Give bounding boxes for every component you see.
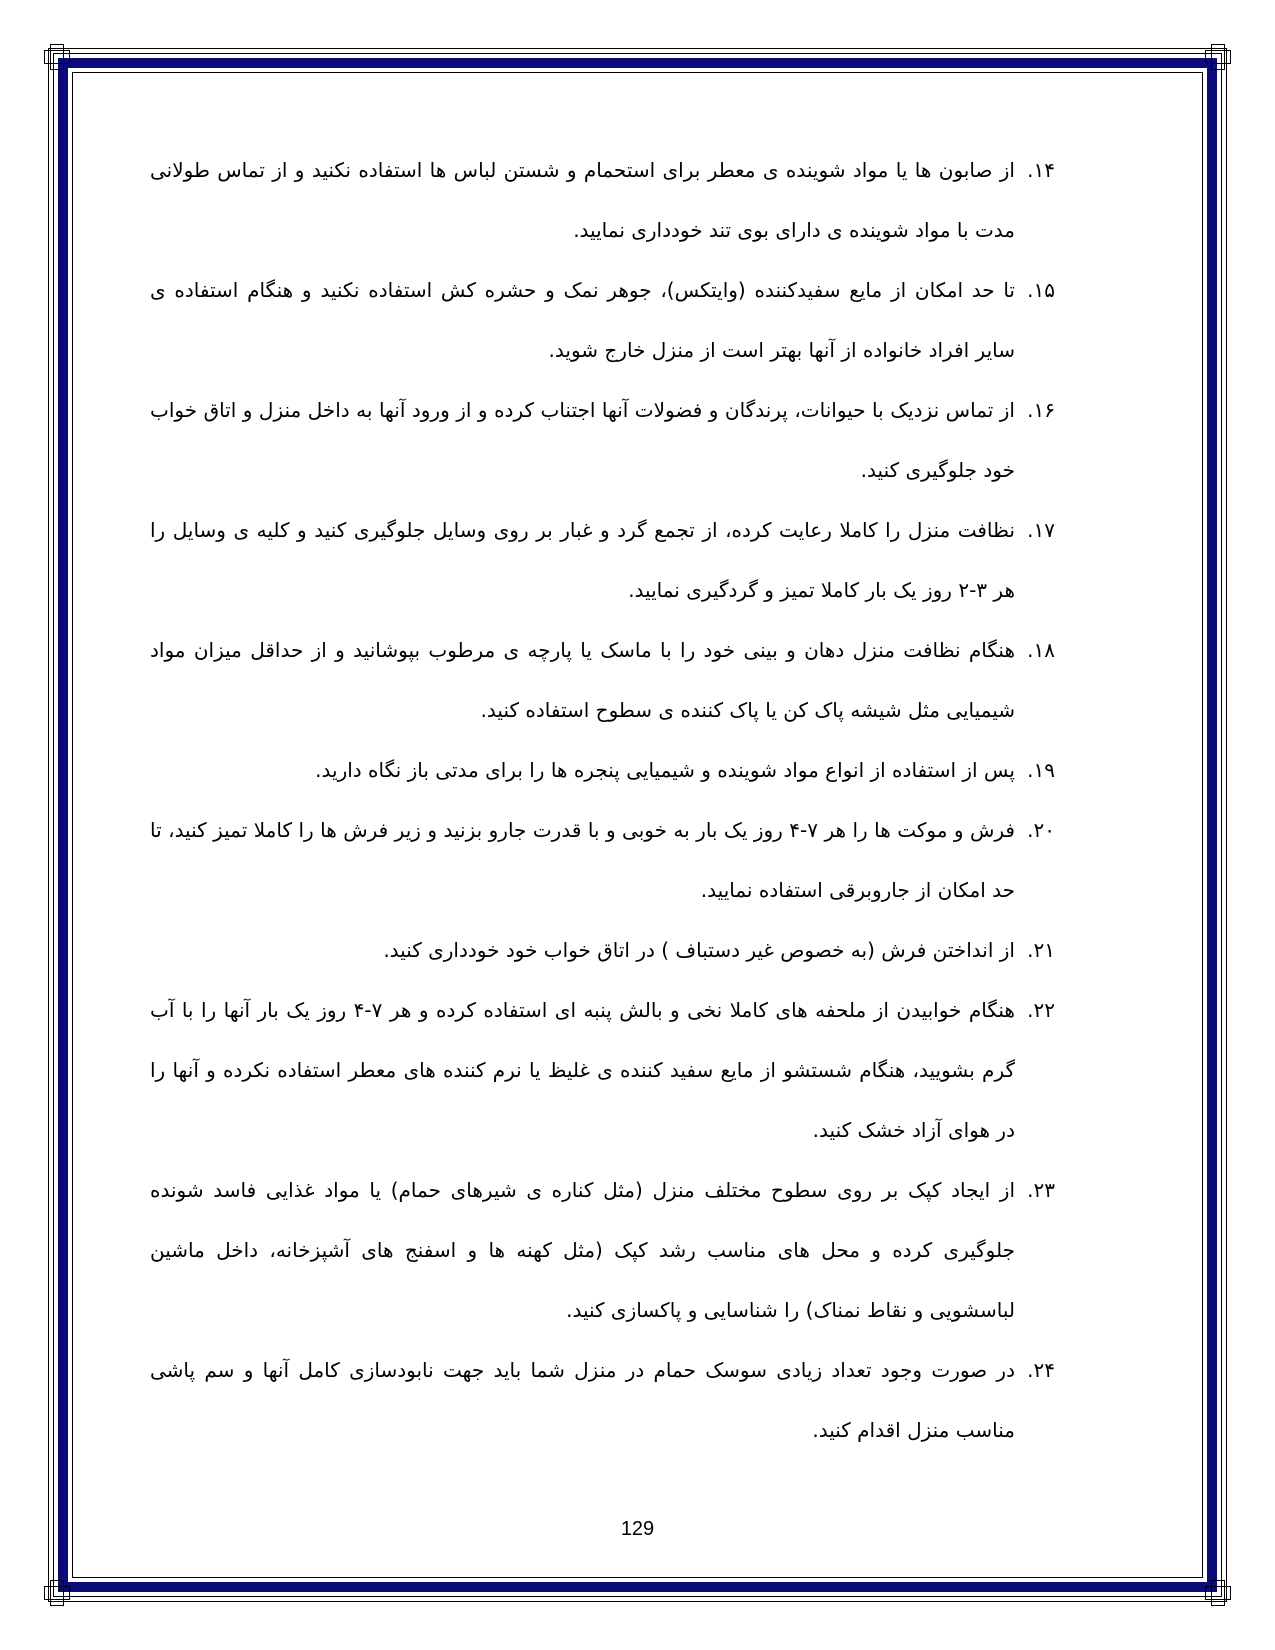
list-item-number: ۱۵.	[1027, 278, 1055, 302]
page-number: 129	[620, 1518, 655, 1540]
list-item-text: پس از استفاده از انواع مواد شوینده و شیمیایی پنجره ها را برای مدتی باز نگاه دارید.	[315, 758, 1015, 782]
border-corner-ornament	[1205, 44, 1231, 70]
list-item-number: ۲۱.	[1027, 938, 1055, 962]
list-item-text: فرش و موکت ها را هر ۷-۴ روز یک بار به خوبی و با قدرت جارو بزنید و زیر فرش ها را کاملا تمیز کنید، تا حد امکان از جاروبرقی استفاده نمایید.	[150, 818, 1015, 902]
list-item-number: ۲۴.	[1027, 1358, 1055, 1382]
list-item-number: ۲۰.	[1027, 818, 1055, 842]
border-corner-ornament	[44, 1580, 70, 1606]
list-item	[150, 1160, 1055, 1340]
border-corner-ornament	[44, 44, 70, 70]
list-item-number: ۱۴.	[1027, 158, 1055, 182]
list-item-number: ۱۷.	[1027, 518, 1055, 542]
list-item	[150, 980, 1055, 1160]
list-item	[150, 500, 1055, 620]
list-item-number: ۱۸.	[1027, 638, 1055, 662]
list-item	[150, 920, 1055, 980]
list-item-number: ۱۹.	[1027, 758, 1055, 782]
list-item	[150, 260, 1055, 380]
list-item	[150, 800, 1055, 920]
list-item-text: در صورت وجود تعداد زیادی سوسک حمام در منزل شما باید جهت نابودسازی کامل آنها و سم پاشی مناسب منزل اقدام کنید.	[150, 1358, 1015, 1442]
list-item-text: از صابون ها یا مواد شوینده ی معطر برای استحمام و شستن لباس ها استفاده نکنید و از تماس طولانی مدت با مواد شوینده ی دارای بوی تند خودداری نمایید.	[150, 158, 1015, 242]
list-item-number: ۲۳.	[1027, 1178, 1055, 1202]
list-item-text: هنگام نظافت منزل دهان و بینی خود را با ماسک یا پارچه ی مرطوب بپوشانید و از حداقل میزان مواد شیمیایی مثل شیشه پاک کن یا پاک کننده ی سطوح استفاده کنید.	[150, 638, 1015, 722]
list-item	[150, 380, 1055, 500]
list-item-number: ۲۲.	[1027, 998, 1055, 1022]
border-corner-ornament	[1205, 1580, 1231, 1606]
list-item	[150, 620, 1055, 740]
list-item	[150, 740, 1055, 800]
numbered-list	[150, 140, 1055, 1460]
list-item-text: هنگام خوابیدن از ملحفه های کاملا نخی و بالش پنبه ای استفاده کرده و هر ۷-۴ روز یک بار آنها را با آب گرم بشویید، هنگام شستشو از مایع سفید کننده ی غلیظ یا نرم کننده های معطر استفاده نکرده و آنها را در هوای آزاد خشک کنید.	[150, 998, 1015, 1142]
list-item-number: ۱۶.	[1027, 398, 1055, 422]
list-item	[150, 140, 1055, 260]
list-item-text: نظافت منزل را کاملا رعایت کرده، از تجمع گرد و غبار بر روی وسایل جلوگیری کنید و کلیه ی وسایل را هر ۳-۲ روز یک بار کاملا تمیز و گردگیری نمایید.	[150, 518, 1015, 602]
list-item-text: از ایجاد کپک بر روی سطوح مختلف منزل (مثل کناره ی شیرهای حمام) یا مواد غذایی فاسد شونده جلوگیری کرده و محل های مناسب رشد کپک (مثل کهنه ها و اسفنج های آشپزخانه، داخل ماشین لباسشویی و نقاط نمناک) را شناسایی و پاکسازی کنید.	[150, 1178, 1015, 1322]
list-item-text: تا حد امکان از مایع سفیدکننده (وایتکس)، جوهر نمک و حشره کش استفاده نکنید و هنگام استفاده ی سایر افراد خانواده از آنها بهتر است از منزل خارج شوید.	[150, 278, 1015, 362]
list-item-text: از انداختن فرش (به خصوص غیر دستباف ) در اتاق خواب خود خودداری کنید.	[383, 938, 1015, 962]
list-item-text: از تماس نزدیک با حیوانات، پرندگان و فضولات آنها اجتناب کرده و از ورود آنها به داخل منزل و اتاق خواب خود جلوگیری کنید.	[150, 398, 1015, 482]
list-item	[150, 1340, 1055, 1460]
